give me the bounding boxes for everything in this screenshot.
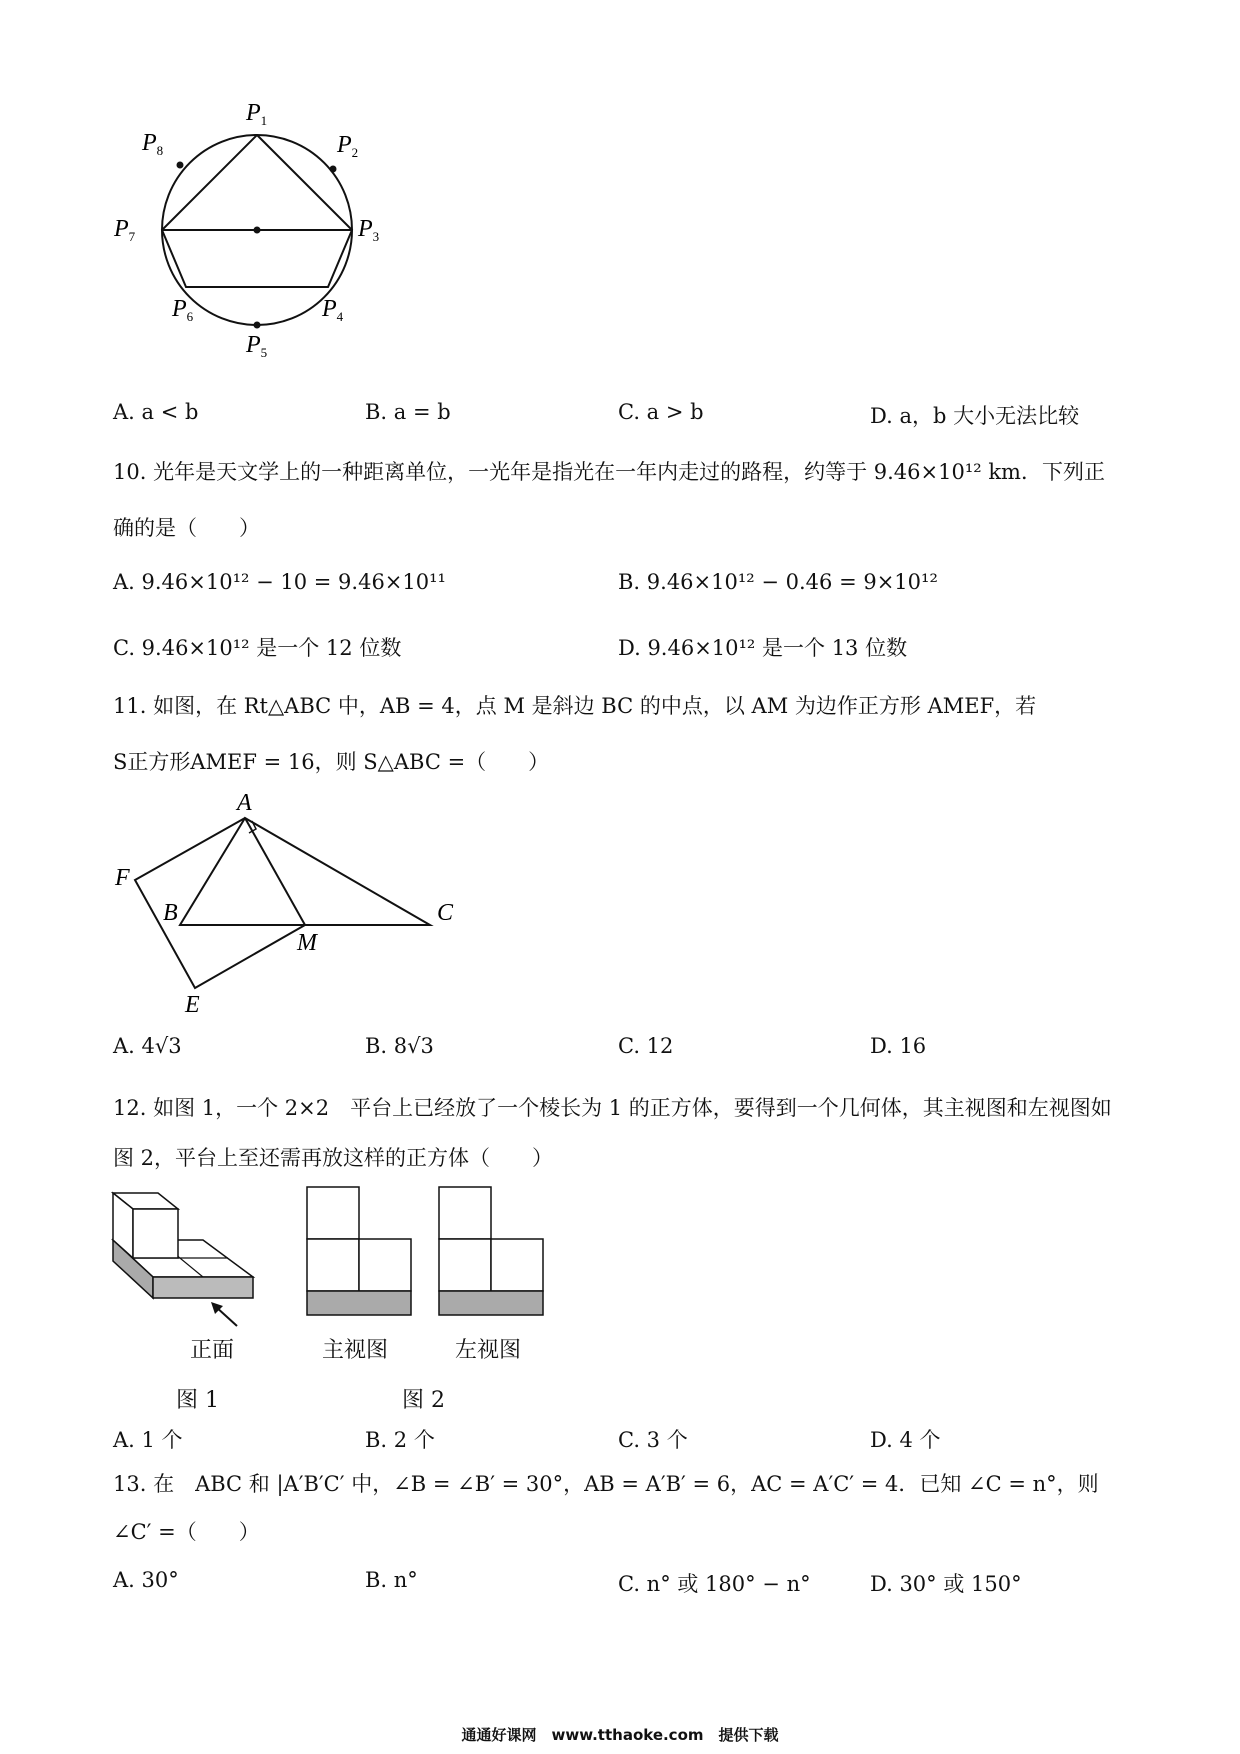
q11-text-line1: 11. 如图，在 Rt△ABC 中，AB = 4，点 M 是斜边 BC 的中点，以 AM 为边作正方形 AMEF，若 xyxy=(113,694,1037,718)
q13-text-line2: ∠C′ =（ ） xyxy=(113,1520,260,1544)
q11-triangle-figure xyxy=(105,790,475,1020)
q11-label-c: C xyxy=(437,900,454,926)
q13-text-line1: 13. 在 ABC 和 |A′B′C′ 中，∠B = ∠B′ = 30°，AB = A′B′ = 6，AC = A′C′ = 4．已知 ∠C = n°，则 xyxy=(113,1472,1099,1496)
q11-option-d: D. 16 xyxy=(870,1034,927,1058)
q9-label-p2: $P_2$ xyxy=(337,132,359,160)
q12-front-arrow xyxy=(205,1300,245,1330)
q12-figure1-caption: 图 1 xyxy=(176,1388,219,1413)
q11-option-a: A. 4√3 xyxy=(113,1034,182,1058)
q11-option-c: C. 12 xyxy=(618,1034,674,1058)
q13-option-b: B. n° xyxy=(365,1568,418,1592)
q12-option-a: A. 1 个 xyxy=(113,1428,183,1452)
q9-label-p4: $P_4$ xyxy=(322,296,344,324)
q11-label-f: F xyxy=(115,865,130,891)
q9-label-p5: $P_5$ xyxy=(246,332,268,360)
q12-text-line1: 12. 如图 1，一个 2×2 平台上已经放了一个棱长为 1 的正方体，要得到一个几何体，其主视图和左视图如 xyxy=(113,1096,1112,1120)
q9-circle-figure xyxy=(100,90,380,380)
q12-front-view xyxy=(305,1185,415,1317)
q9-option-a: A. a < b xyxy=(113,400,199,424)
q12-figure2-caption: 图 2 xyxy=(402,1388,445,1413)
q11-label-m: M xyxy=(297,930,317,956)
q12-option-d: D. 4 个 xyxy=(870,1428,941,1452)
q12-front-view-label: 主视图 xyxy=(322,1338,389,1363)
q10-option-b: B. 9.46×10¹² − 0.46 = 9×10¹² xyxy=(618,570,938,594)
q12-option-b: B. 2 个 xyxy=(365,1428,435,1452)
q10-text-line1: 10. 光年是天文学上的一种距离单位，一光年是指光在一年内走过的路程，约等于 9.46×10¹² km．下列正 xyxy=(113,460,1105,484)
q13-option-a: A. 30° xyxy=(113,1568,179,1592)
q9-option-b: B. a = b xyxy=(365,400,451,424)
q12-option-c: C. 3 个 xyxy=(618,1428,688,1452)
q11-label-e: E xyxy=(185,992,200,1018)
q9-label-p3: $P_3$ xyxy=(358,216,380,244)
q13-option-c: C. n° 或 180° − n° xyxy=(618,1572,811,1596)
q9-label-p1: $P_1$ xyxy=(246,100,268,128)
q12-front-label: 正面 xyxy=(190,1338,235,1363)
q11-label-b: B xyxy=(163,900,178,926)
q9-option-d: D. a，b 大小无法比较 xyxy=(870,404,1080,428)
q11-text-line2: S正方形AMEF = 16，则 S△ABC =（ ） xyxy=(113,750,550,774)
q11-option-b: B. 8√3 xyxy=(365,1034,434,1058)
q10-option-d: D. 9.46×10¹² 是一个 13 位数 xyxy=(618,636,908,660)
q12-left-view xyxy=(437,1185,547,1317)
q11-label-a: A xyxy=(237,790,252,816)
q12-left-view-label: 左视图 xyxy=(455,1338,522,1363)
q10-text-line2: 确的是（ ） xyxy=(113,516,260,540)
q12-figure1-platform xyxy=(105,1185,265,1315)
q9-label-p8: $P_8$ xyxy=(142,130,164,158)
q12-text-line2: 图 2，平台上至还需再放这样的正方体（ ） xyxy=(113,1146,554,1170)
q9-option-c: C. a > b xyxy=(618,400,704,424)
q10-option-c: C. 9.46×10¹² 是一个 12 位数 xyxy=(113,636,402,660)
page-footer: 通通好课网 www.tthaoke.com 提供下载 xyxy=(461,1726,779,1744)
q9-label-p6: $P_6$ xyxy=(172,296,194,324)
q10-option-a: A. 9.46×10¹² − 10 = 9.46×10¹¹ xyxy=(113,570,446,594)
q9-label-p7: $P_7$ xyxy=(114,216,136,244)
q13-option-d: D. 30° 或 150° xyxy=(870,1572,1022,1596)
